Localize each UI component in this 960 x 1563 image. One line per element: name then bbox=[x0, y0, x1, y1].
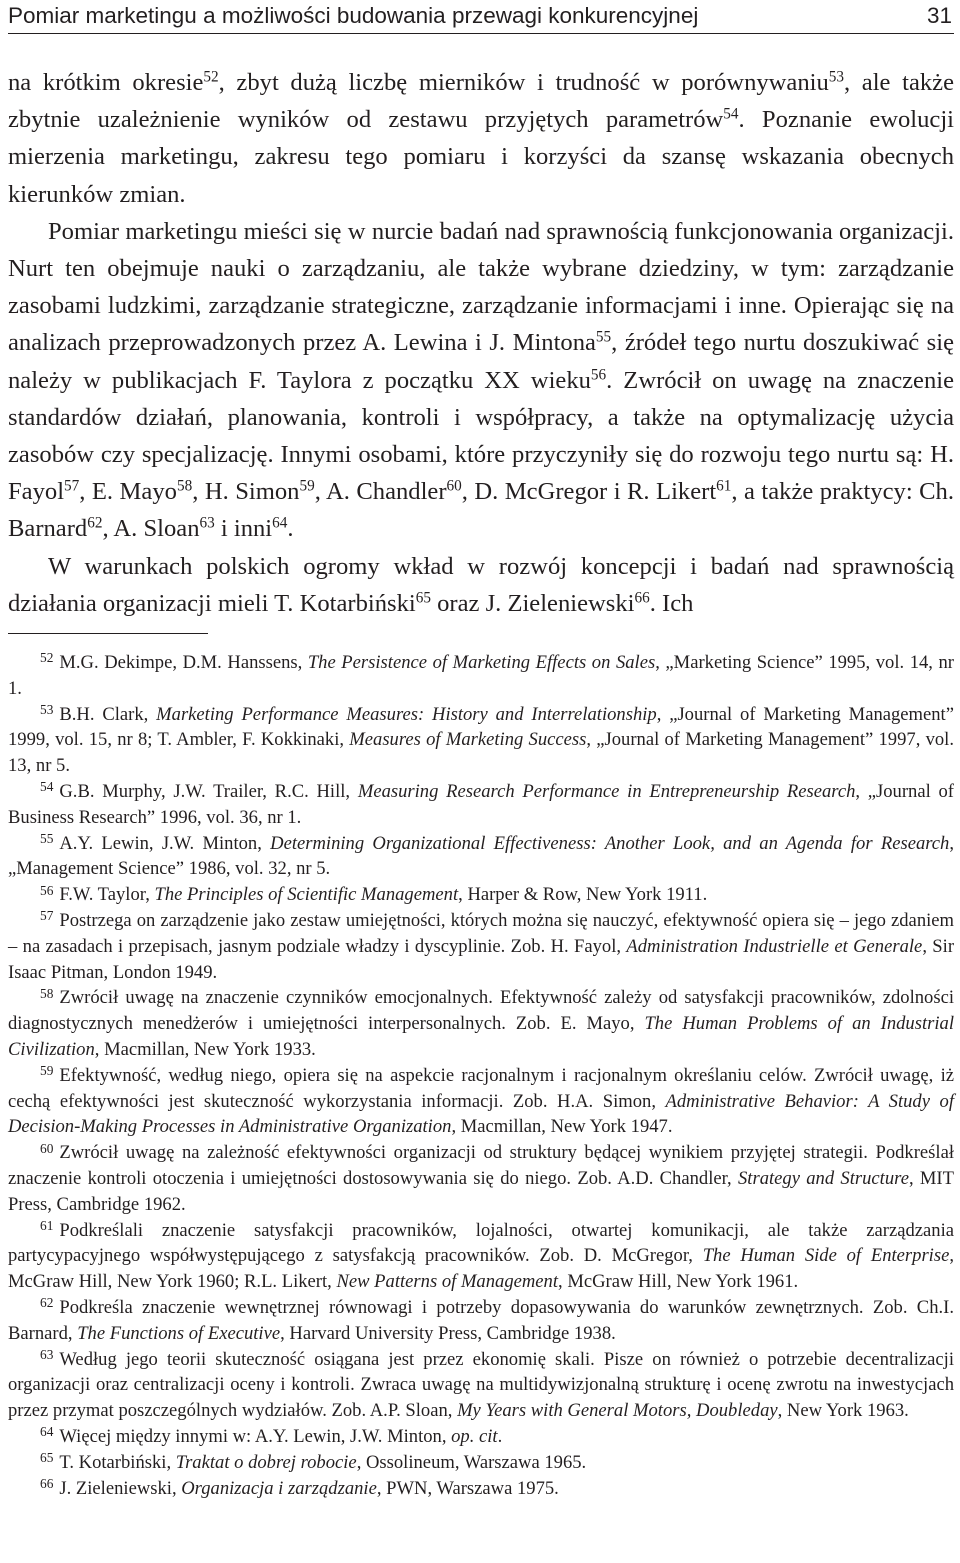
text-run: , Macmillan, New York 1933. bbox=[94, 1038, 316, 1060]
footnote-number: 60 bbox=[40, 1140, 54, 1156]
text-run: Efektywność, według niego, opiera się na aspekcie racjonalnym i racjonalnym określaniu celów. Zwrócił uwagę, iż cechą efektywności jest skuteczność wykorzystania informacji. Zob. H.A. Simon, bbox=[8, 1064, 954, 1112]
body-paragraph bbox=[8, 548, 954, 622]
text-run: . Poznanie ewolucji mierzenia marketingu, zakresu tego pomiaru i korzyści da szansę wskazania obecnych kierunków zmian. bbox=[8, 106, 955, 208]
italic-title: The Human Problems of an Industrial Civilization bbox=[8, 1013, 954, 1060]
text-run: , E. Mayo bbox=[79, 478, 177, 506]
footnote-number: 52 bbox=[40, 650, 54, 666]
footnote-ref: 54 bbox=[723, 105, 739, 123]
footnote bbox=[8, 1347, 954, 1424]
footnote bbox=[8, 1140, 954, 1217]
footnote-number: 65 bbox=[40, 1450, 54, 1466]
footnote-ref: 55 bbox=[595, 329, 612, 347]
footnote bbox=[8, 985, 954, 1062]
text-run: Więcej między innymi w: A.Y. Lewin, J.W. Minton, bbox=[59, 1425, 452, 1447]
footnote-number: 66 bbox=[40, 1475, 54, 1491]
text-run: , MIT Press, Cambridge 1962. bbox=[8, 1167, 954, 1215]
text-run: , „Journal of Business Research” 1996, vol. 36, nr 1. bbox=[8, 780, 954, 828]
footnote bbox=[8, 908, 954, 985]
text-run: . bbox=[497, 1425, 503, 1447]
footnote-number: 56 bbox=[40, 882, 54, 898]
footnote bbox=[8, 1218, 954, 1295]
italic-title: Traktat o dobrej robocie bbox=[175, 1451, 357, 1473]
text-run: , A. Sloan bbox=[102, 515, 200, 543]
text-run: , PWN, Warszawa 1975. bbox=[376, 1477, 559, 1499]
footnote-ref: 63 bbox=[199, 515, 215, 533]
text-run: , H. Simon bbox=[192, 478, 300, 506]
footnote-ref: 53 bbox=[828, 68, 845, 86]
text-run: , McGraw Hill, New York 1960; R.L. Likert, bbox=[8, 1245, 954, 1293]
footnotes bbox=[8, 650, 954, 1501]
text-run: , Macmillan, New York 1947. bbox=[451, 1116, 673, 1138]
italic-title: Organizacja i zarządzanie bbox=[181, 1477, 377, 1499]
text-run: , „Marketing Science” 1995, vol. 14, nr 1. bbox=[8, 652, 954, 699]
italic-title: The Functions of Executive bbox=[77, 1322, 281, 1344]
text-run: , Harvard University Press, Cambridge 1938. bbox=[280, 1322, 616, 1344]
footnote bbox=[8, 650, 954, 702]
text-run: Postrzega on zarządzenie jako zestaw umiejętności, których można się nauczyć, efektywność opiera się – jego zdaniem – na zasadach i przepisach, jasnym podziale władzy i dyscyplinie. Zob. H. Fayol, bbox=[8, 909, 954, 957]
text-run: , A. Chandler bbox=[314, 478, 447, 506]
text-run: Podkreśla znaczenie wewnętrznej równowagi i potrzeby dopasowywania do warunków zewnętrznych. Zob. Ch.I. Barnard, bbox=[8, 1296, 954, 1344]
running-header bbox=[8, 0, 954, 34]
text-run: Zwrócił uwagę na zależność efektywności organizacji od struktury będącej wynikiem przyjętej strategii. Podkreślał znaczenie kontroli otoczenia i umiejętności dostosowywania się do niego. Zob. A.D. Chandler, bbox=[8, 1142, 954, 1189]
text-run: oraz J. Zieleniewski bbox=[430, 589, 635, 617]
footnote bbox=[8, 882, 954, 908]
text-run: Zwrócił uwagę na znaczenie czynników emocjonalnych. Efektywność zależy od satysfakcji pracowników, zdolności diagnostycznych menedżerów i umiejętności interpersonalnych. Zob. E. Mayo, bbox=[8, 987, 954, 1035]
text-run: T. Kotarbiński, bbox=[59, 1451, 176, 1473]
text-run: , „Management Science” 1986, vol. 32, nr 5. bbox=[8, 832, 954, 880]
italic-title: The Principles of Scientific Management bbox=[154, 884, 459, 906]
footnote-ref: 57 bbox=[64, 477, 80, 495]
footnote-ref: 61 bbox=[716, 477, 732, 495]
footnote-ref: 65 bbox=[415, 589, 431, 607]
text-run: , D. McGregor i R. Likert bbox=[461, 478, 717, 506]
footnote bbox=[8, 1450, 954, 1476]
footnote-number: 59 bbox=[40, 1063, 54, 1079]
footnote-separator bbox=[8, 633, 208, 634]
footnote bbox=[8, 1476, 954, 1502]
text-run: i inni bbox=[214, 515, 273, 543]
footnote-number: 61 bbox=[40, 1217, 54, 1233]
italic-title: Administration Industrielle et Generale bbox=[626, 935, 923, 957]
text-run: G.B. Murphy, J.W. Trailer, R.C. Hill, bbox=[59, 780, 358, 802]
italic-title: Measuring Research Performance in Entrepreneurship Research bbox=[357, 780, 856, 802]
footnote-ref: 64 bbox=[272, 515, 288, 533]
italic-title: Marketing Performance Measures: History and Interrelationship bbox=[156, 703, 657, 725]
page-number: 31 bbox=[926, 3, 952, 28]
italic-title: The Persistence of Marketing Effects on Sales bbox=[307, 652, 656, 673]
footnote bbox=[8, 1063, 954, 1140]
footnote-number: 55 bbox=[40, 830, 54, 846]
italic-title: Determining Organizational Effectiveness: Another Look, and an Agenda for Research bbox=[270, 832, 950, 854]
footnote bbox=[8, 1424, 954, 1450]
footnote-number: 62 bbox=[40, 1295, 54, 1311]
running-title: Pomiar marketingu a możliwości budowania przewagi konkurencyjnej bbox=[8, 3, 699, 28]
text-run: , zbyt dużą liczbę mierników i trudność w porównywaniu bbox=[218, 69, 829, 96]
italic-title: Strategy and Structure bbox=[738, 1167, 909, 1189]
footnote-ref: 52 bbox=[203, 68, 219, 86]
body-paragraph bbox=[8, 64, 954, 213]
italic-title: Administrative Behavior: A Study of Decision-Making Processes in Administrative Organization bbox=[8, 1090, 954, 1138]
footnote bbox=[8, 831, 954, 883]
footnote-ref: 58 bbox=[176, 477, 193, 495]
italic-title: The Human Side of Enterprise bbox=[702, 1245, 950, 1267]
text-run: J. Zieleniewski, bbox=[59, 1477, 182, 1499]
text-run: , a także praktycy: Ch. Barnard bbox=[8, 478, 954, 543]
text-run: Pomiar marketingu mieści się w nurcie badań nad sprawnością funkcjonowania organizacji. Nurt ten obejmuje nauki o zarządzaniu, ale także wybrane dziedziny, w tym: zarządzanie zasobami ludzkimi, zarządzanie strategiczne, zarządzanie informacjami i inne. Opierając się na analizach przeprowadzonych przez A. Lewina i J. Mintona bbox=[8, 217, 954, 357]
footnote-number: 53 bbox=[40, 701, 54, 717]
text-run: , McGraw Hill, New York 1961. bbox=[558, 1271, 799, 1293]
text-run: B.H. Clark, bbox=[59, 703, 157, 725]
main-text bbox=[8, 64, 954, 622]
text-run: . bbox=[287, 515, 294, 543]
footnote-ref: 66 bbox=[634, 589, 650, 607]
text-run: A.Y. Lewin, J.W. Minton, bbox=[59, 832, 271, 854]
body-paragraph bbox=[8, 213, 954, 548]
text-run: W warunkach polskich ogromy wkład w rozwój koncepcji i badań nad sprawnością działania organizacji mieli T. Kotarbiński bbox=[8, 552, 954, 617]
italic-title: op. cit bbox=[451, 1425, 498, 1447]
footnote-ref: 56 bbox=[590, 366, 607, 384]
text-run: , New York 1963. bbox=[777, 1400, 909, 1422]
text-run: , Harper & Row, New York 1911. bbox=[458, 884, 708, 906]
text-run: , „Journal of Marketing Management” 1997, vol. 13, nr 5. bbox=[8, 729, 954, 777]
footnote bbox=[8, 1295, 954, 1347]
text-run: , źródeł tego nurtu doszukiwać się należy w publikacjach F. Taylora z początku XX wieku bbox=[8, 329, 954, 394]
italic-title: New Patterns of Management bbox=[336, 1271, 559, 1293]
footnote-ref: 60 bbox=[446, 477, 462, 495]
footnote-number: 63 bbox=[40, 1346, 54, 1362]
footnote-number: 58 bbox=[40, 985, 54, 1001]
footnote bbox=[8, 779, 954, 831]
text-run: , ale także zbytnie uzależnienie wyników od zestawu przyjętych parametrów bbox=[8, 69, 954, 134]
text-run: M.G. Dekimpe, D.M. Hanssens, bbox=[59, 652, 308, 673]
footnote-ref: 59 bbox=[299, 477, 315, 495]
text-run: , Sir Isaac Pitman, London 1949. bbox=[8, 935, 955, 983]
footnote-number: 54 bbox=[40, 779, 54, 795]
footnote bbox=[8, 702, 954, 779]
text-run: . Ich bbox=[649, 589, 694, 617]
footnote-number: 64 bbox=[40, 1424, 54, 1440]
text-run: Według jego teorii skuteczność osiągana jest przez ekonomię skali. Pisze on również o potrzebie decentralizacji organizacji oraz centralizacji oceny i kontroli. Zwraca uwagę na multidywizjonalną strukturę i ocenę zwrotu na inwestycjach przez przymat poszczególnych wydziałów. Zob. A.P. Sloan, bbox=[8, 1348, 954, 1422]
footnote-number: 57 bbox=[40, 908, 54, 924]
text-run: , Ossolineum, Warszawa 1965. bbox=[356, 1451, 587, 1473]
italic-title: Measures of Marketing Success bbox=[349, 729, 587, 751]
footnote-ref: 62 bbox=[87, 515, 103, 533]
text-run: Podkreślali znaczenie satysfakcji pracowników, lojalności, otwartej komunikacji, ale także zarządzania partycypacyjnego współwystępującego z satysfakcją pracowników. Zob. D. McGregor, bbox=[8, 1219, 954, 1267]
text-run: na krótkim okresie bbox=[8, 69, 204, 96]
text-run: . Zwrócił on uwagę na znaczenie standardów działań, planowania, kontroli i współpracy, a także na optymalizację użycia zasobów czy specjalizację. Innymi osobami, które przyczyniły się do rozwoju tego nurtu są: H. Fayol bbox=[8, 366, 954, 506]
text-run: , „Journal of Marketing Management” 1999, vol. 15, nr 8; T. Ambler, F. Kokkinaki, bbox=[8, 703, 954, 751]
text-run: F.W. Taylor, bbox=[59, 884, 155, 906]
italic-title: My Years with General Motors, Doubleday bbox=[457, 1400, 778, 1422]
